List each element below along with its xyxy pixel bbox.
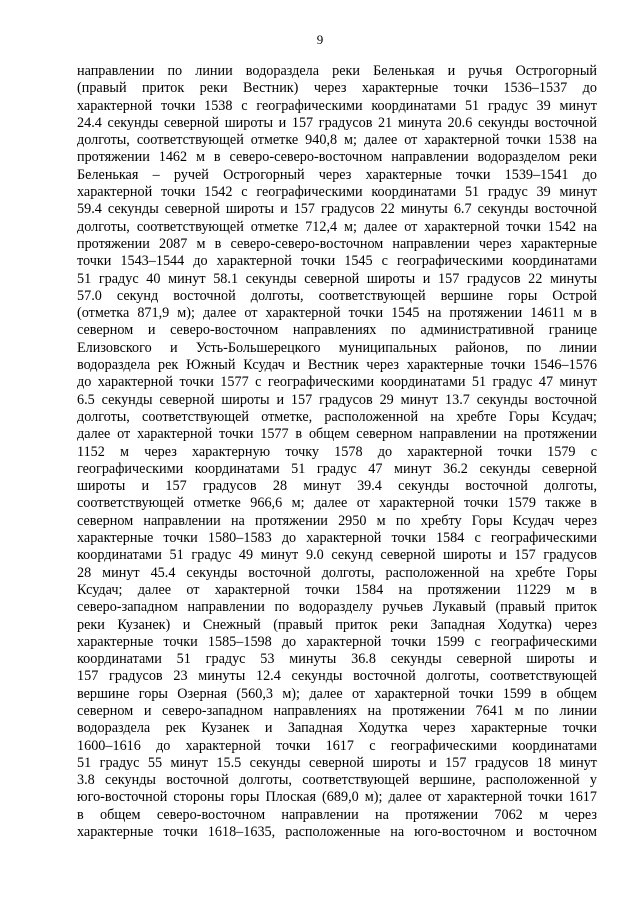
text-line: (отметка 871,9 м); далее от характерной точки 1545 на протяжении 14611 м в <box>77 305 597 322</box>
text-line: широты и 157 градусов 28 минут 39.4 секунды восточной долготы, <box>77 478 597 495</box>
text-line: направлении по линии водораздела реки Беленькая и ручья Острогорный <box>77 63 597 79</box>
page-number: 9 <box>316 32 324 47</box>
text-line: юго-восточной стороны горы Плоская (689,0 м); далее от характерной точки 1617 <box>77 789 597 806</box>
text-line: характерные точки 1585–1598 до характерной точки 1599 с географическими <box>77 633 597 650</box>
text-line: далее от характерной точки 1577 в общем северном направлении на протяжении <box>77 426 597 443</box>
text-line: (правый приток реки Вестник) через характерные точки 1536–1537 до <box>77 80 597 97</box>
text-line: северо-западном направлении по водоразделу ручьев Лукавый (правый приток <box>77 599 597 616</box>
text-line: соответствующей отметке 966,6 м; далее от характерной точки 1579 также в <box>77 495 597 512</box>
text-line: характерной точки 1542 с географическими координатами 51 градус 39 минут <box>77 184 597 201</box>
text-line: 24.4 секунды северной широты и 157 градусов 21 минута 20.6 секунды восточной <box>77 114 597 131</box>
text-line: характерной точки 1538 с географическими координатами 51 градус 39 минут <box>77 97 597 114</box>
text-line: координатами 51 градус 49 минут 9.0 секунд северной широты и 157 градусов <box>77 547 597 564</box>
text-line: северном и северо-западном направлениях на протяжении 7641 м по линии <box>77 702 597 719</box>
text-line: до характерной точки 1577 с географическими координатами 51 градус 47 минут <box>77 374 597 391</box>
text-line: 57.0 секунд восточной долготы, соответствующей вершине горы Острой <box>77 287 597 304</box>
text-line: Беленькая – ручей Острогорный через характерные точки 1539–1541 до <box>77 166 597 183</box>
text-line: северном направлении на протяжении 2950 м по хребту Горы Ксудач через <box>77 512 597 529</box>
text-line: водораздела рек Кузанек и Западная Ходутка через характерные точки <box>77 720 597 737</box>
text-line: 1152 м через характерную точку 1578 до характерной точки 1579 с <box>77 443 597 460</box>
text-line: Елизовского и Усть-Большерецкого муниципальных районов, по линии <box>77 339 597 356</box>
text-line: 1600–1616 до характерной точки 1617 с географическими координатами <box>77 737 597 754</box>
text-line: протяжении 2087 м в северо-северо-восточном направлении через характерные <box>77 235 597 252</box>
text-line: 28 минут 45.4 секунды восточной долготы, расположенной на хребте Горы <box>77 564 597 581</box>
text-line: долготы, соответствующей отметке, расположенной на хребте Горы Ксудач; <box>77 408 597 425</box>
text-line: 3.8 секунды восточной долготы, соответствующей вершине, расположенной у <box>77 772 597 789</box>
text-line: вершине горы Озерная (560,3 м); далее от характерной точки 1599 в общем <box>77 685 597 702</box>
text-line: протяжении 1462 м в северо-северо-восточном направлении водоразделом реки <box>77 149 597 166</box>
text-line: северном и северо-восточном направлениях по административной границе <box>77 322 597 339</box>
text-line: реки Кузанек) и Снежный (правый приток реки Западная Ходутка) через <box>77 616 597 633</box>
text-line: Ксудач; далее от характерной точки 1584 на протяжении 11229 м в <box>77 581 597 598</box>
text-line: точки 1543–1544 до характерной точки 1545 с географическими координатами <box>77 253 597 270</box>
text-line: характерные точки 1580–1583 до характерной точки 1584 с географическими <box>77 530 597 547</box>
text-line: 157 градусов 23 минуты 12.4 секунды восточной долготы, соответствующей <box>77 668 597 685</box>
text-line: координатами 51 градус 53 минуты 36.8 секунды северной широты и <box>77 651 597 668</box>
text-line: географическими координатами 51 градус 47 минут 36.2 секунды северной <box>77 460 597 477</box>
body-text <box>77 63 597 841</box>
text-line: в общем северо-восточном направлении на протяжении 7062 м через <box>77 806 597 823</box>
text-line: 6.5 секунды северной широты и 157 градусов 29 минут 13.7 секунды восточной <box>77 391 597 408</box>
text-line: 51 градус 40 минут 58.1 секунды северной широты и 157 градусов 22 минуты <box>77 270 597 287</box>
text-line: долготы, соответствующей отметке 940,8 м; далее от характерной точки 1538 на <box>77 132 597 149</box>
text-line: долготы, соответствующей отметке 712,4 м; далее от характерной точки 1542 на <box>77 218 597 235</box>
text-line: характерные точки 1618–1635, расположенные на юго-восточном и восточном <box>77 824 597 841</box>
text-line: 59.4 секунды северной широты и 157 градусов 22 минуты 6.7 секунды восточной <box>77 201 597 218</box>
text-line: 51 градус 55 минут 15.5 секунды северной широты и 157 градусов 18 минут <box>77 754 597 771</box>
text-line: водораздела рек Южный Ксудач и Вестник через характерные точки 1546–1576 <box>77 357 597 374</box>
